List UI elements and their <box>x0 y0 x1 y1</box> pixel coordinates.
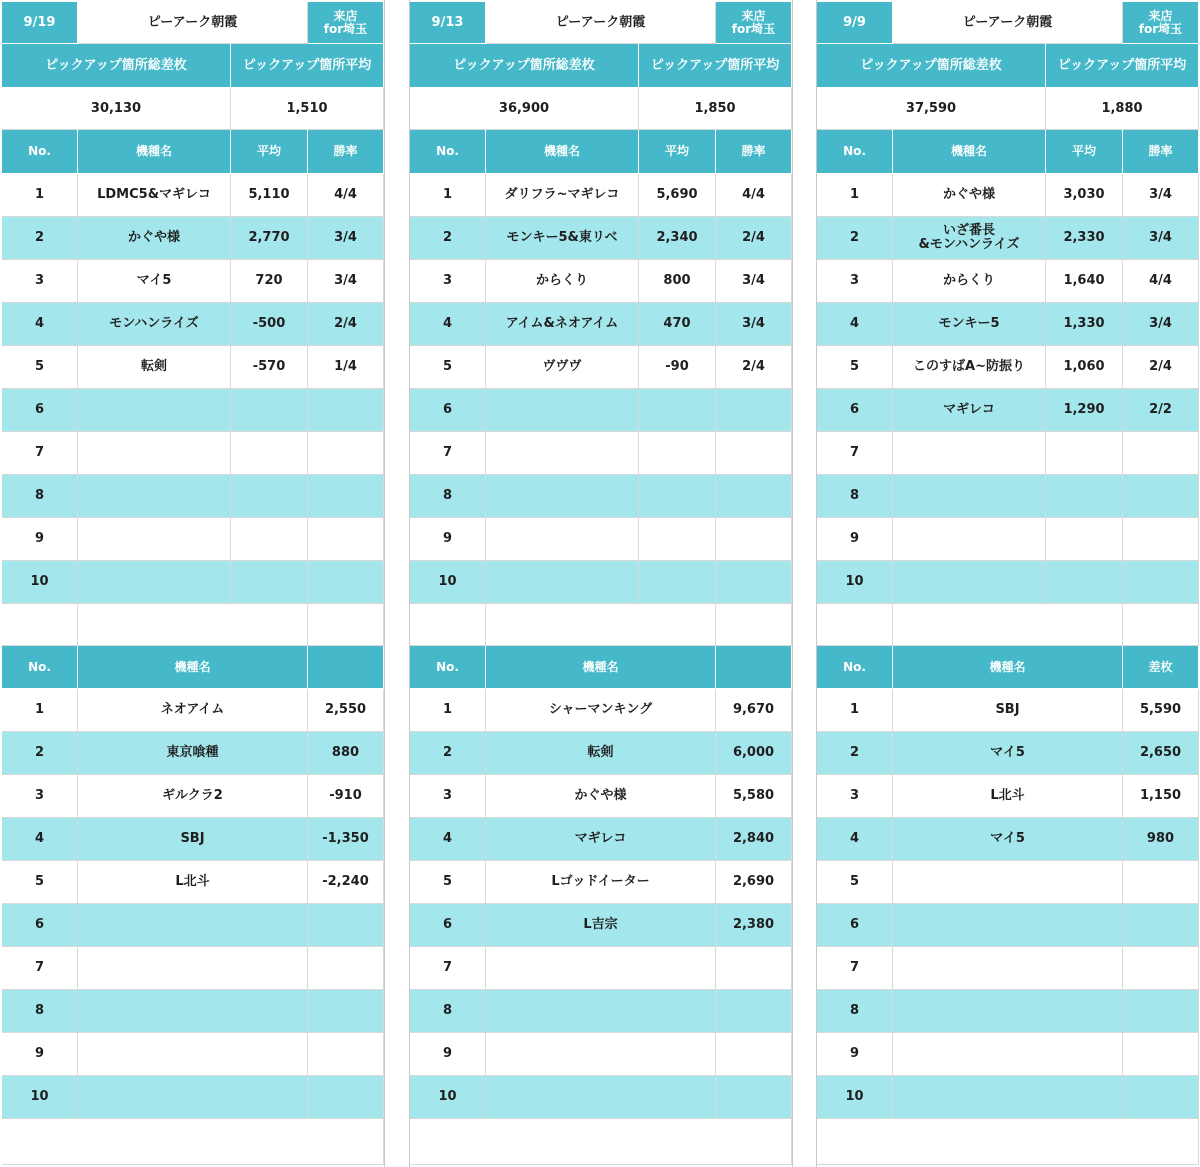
pickup-total-header: ピックアップ箇所総差枚 <box>2 44 231 88</box>
average-value: -570 <box>231 346 308 389</box>
pickup-average-value: 1,850 <box>639 88 792 130</box>
spacer-cell <box>78 604 308 646</box>
diff-value: 9,670 <box>716 689 792 732</box>
win-rate <box>716 561 792 604</box>
machine-name: 転剣 <box>486 732 716 775</box>
row-number: 7 <box>410 432 486 475</box>
machine-name: L吉宗 <box>486 904 716 947</box>
average-header: 平均 <box>231 130 308 174</box>
row-number: 3 <box>2 260 78 303</box>
win-rate: 3/4 <box>308 217 384 260</box>
average-value <box>639 518 716 561</box>
row-number: 4 <box>817 303 893 346</box>
average-header: 平均 <box>639 130 716 174</box>
machine-name <box>893 904 1123 947</box>
average-value: 2,330 <box>1046 217 1123 260</box>
win-rate: 3/4 <box>716 303 792 346</box>
pickup-total-value: 37,590 <box>817 88 1046 130</box>
diff-value: 1,150 <box>1123 775 1199 818</box>
gutter-line <box>792 0 793 1167</box>
win-rate <box>716 475 792 518</box>
diff-value: 980 <box>1123 818 1199 861</box>
average-value: 2,770 <box>231 217 308 260</box>
machine-name: 東京喰種 <box>78 732 308 775</box>
machine-name: L北斗 <box>893 775 1123 818</box>
machine-name <box>78 518 231 561</box>
win-rate <box>308 475 384 518</box>
average-value: -500 <box>231 303 308 346</box>
row-number: 9 <box>410 1033 486 1076</box>
pickup-total-header: ピックアップ箇所総差枚 <box>410 44 639 88</box>
row-number: 2 <box>410 217 486 260</box>
win-rate: 2/2 <box>1123 389 1199 432</box>
win-rate <box>716 389 792 432</box>
visit-badge-line2: for埼玉 <box>731 21 776 36</box>
diff-value: 2,550 <box>308 689 384 732</box>
report-panel <box>2 0 384 1167</box>
average-value <box>639 561 716 604</box>
diff-header <box>308 646 384 689</box>
shop-name: ピーアーク朝霞 <box>78 2 308 44</box>
average-value <box>231 432 308 475</box>
average-value <box>1046 561 1123 604</box>
win-rate <box>308 561 384 604</box>
machine-name: かぐや様 <box>78 217 231 260</box>
machine-name: からくり <box>486 260 639 303</box>
shop-name: ピーアーク朝霞 <box>893 2 1123 44</box>
machine-name: マイ5 <box>893 818 1123 861</box>
win-rate <box>308 518 384 561</box>
machine-name: いざ番長 &モンハンライズ <box>893 217 1046 260</box>
spacer-cell <box>893 604 1123 646</box>
average-value <box>639 432 716 475</box>
pickup-average-header: ピックアップ箇所平均 <box>1046 44 1199 88</box>
machine-name <box>78 475 231 518</box>
machine-name <box>893 1076 1123 1119</box>
diff-value <box>1123 861 1199 904</box>
row-number: 10 <box>2 561 78 604</box>
average-value: 800 <box>639 260 716 303</box>
win-rate: 2/4 <box>716 217 792 260</box>
no-header: No. <box>2 646 78 689</box>
row-number: 3 <box>410 775 486 818</box>
pickup-average-header: ピックアップ箇所平均 <box>231 44 384 88</box>
machine-name: からくり <box>893 260 1046 303</box>
diff-value: 880 <box>308 732 384 775</box>
visit-badge-line2: for埼玉 <box>323 21 368 36</box>
row-number: 2 <box>2 217 78 260</box>
row-number: 6 <box>2 904 78 947</box>
shop-name: ピーアーク朝霞 <box>486 2 716 44</box>
diff-value: 2,840 <box>716 818 792 861</box>
row-number: 10 <box>817 1076 893 1119</box>
row-number: 2 <box>410 732 486 775</box>
average-value: 2,340 <box>639 217 716 260</box>
machine-name: 転剣 <box>78 346 231 389</box>
footer-empty <box>2 1119 384 1165</box>
diff-value: 2,690 <box>716 861 792 904</box>
machine-name <box>78 947 308 990</box>
average-value <box>1046 518 1123 561</box>
average-value: 1,060 <box>1046 346 1123 389</box>
machine-name <box>78 1033 308 1076</box>
machine-name <box>78 990 308 1033</box>
machine-header: 機種名 <box>893 130 1046 174</box>
no-header: No. <box>410 130 486 174</box>
machine-name: ダリフラ~マギレコ <box>486 174 639 217</box>
win-rate: 4/4 <box>1123 260 1199 303</box>
machine-name: SBJ <box>893 689 1123 732</box>
row-number: 9 <box>410 518 486 561</box>
row-number: 5 <box>817 861 893 904</box>
machine-name: かぐや様 <box>486 775 716 818</box>
average-value: 470 <box>639 303 716 346</box>
machine-name <box>893 1033 1123 1076</box>
row-number: 3 <box>410 260 486 303</box>
row-number: 7 <box>2 947 78 990</box>
row-number: 1 <box>2 174 78 217</box>
machine-header: 機種名 <box>893 646 1123 689</box>
row-number: 9 <box>817 1033 893 1076</box>
win-rate: 4/4 <box>308 174 384 217</box>
row-number: 6 <box>410 904 486 947</box>
average-value: 1,290 <box>1046 389 1123 432</box>
diff-header: 差枚 <box>1123 646 1199 689</box>
row-number: 3 <box>817 775 893 818</box>
no-header: No. <box>410 646 486 689</box>
machine-name: LDMC5&マギレコ <box>78 174 231 217</box>
machine-name: モンキー5&東リベ <box>486 217 639 260</box>
row-number: 8 <box>2 475 78 518</box>
machine-name <box>893 518 1046 561</box>
win-rate: 2/4 <box>1123 346 1199 389</box>
no-header: No. <box>2 130 78 174</box>
machine-name <box>486 475 639 518</box>
win-rate: 3/4 <box>716 260 792 303</box>
row-number: 4 <box>817 818 893 861</box>
row-number: 4 <box>2 303 78 346</box>
row-number: 5 <box>410 861 486 904</box>
row-number: 10 <box>817 561 893 604</box>
panel-gutter <box>384 0 410 1167</box>
win-rate <box>1123 432 1199 475</box>
row-number: 1 <box>817 174 893 217</box>
date-label: 9/9 <box>817 2 893 44</box>
diff-value <box>716 947 792 990</box>
pickup-total-value: 30,130 <box>2 88 231 130</box>
row-number: 5 <box>817 346 893 389</box>
average-value: 5,690 <box>639 174 716 217</box>
pickup-average-header: ピックアップ箇所平均 <box>639 44 792 88</box>
row-number: 8 <box>410 990 486 1033</box>
gutter-line <box>384 0 385 1167</box>
machine-header: 機種名 <box>78 646 308 689</box>
row-number: 2 <box>817 217 893 260</box>
machine-header: 機種名 <box>78 130 231 174</box>
diff-value: 6,000 <box>716 732 792 775</box>
row-number: 9 <box>2 1033 78 1076</box>
machine-name: マイ5 <box>893 732 1123 775</box>
average-value: -90 <box>639 346 716 389</box>
diff-value: -1,350 <box>308 818 384 861</box>
machine-name: モンキー5 <box>893 303 1046 346</box>
row-number: 9 <box>817 518 893 561</box>
report-panel <box>817 0 1199 1167</box>
diff-value <box>308 947 384 990</box>
pickup-total-value: 36,900 <box>410 88 639 130</box>
win-rate: 3/4 <box>308 260 384 303</box>
win-rate: 2/4 <box>308 303 384 346</box>
diff-value <box>308 1076 384 1119</box>
pickup-average-value: 1,880 <box>1046 88 1199 130</box>
average-value <box>639 389 716 432</box>
machine-name <box>486 561 639 604</box>
pickup-average-value: 1,510 <box>231 88 384 130</box>
diff-value: 5,590 <box>1123 689 1199 732</box>
machine-name: このすばA~防振り <box>893 346 1046 389</box>
visit-badge-line2: for埼玉 <box>1138 21 1183 36</box>
winrate-header: 勝率 <box>1123 130 1199 174</box>
row-number: 2 <box>817 732 893 775</box>
win-rate <box>1123 475 1199 518</box>
average-value <box>231 561 308 604</box>
machine-name: マギレコ <box>893 389 1046 432</box>
row-number: 4 <box>410 818 486 861</box>
diff-value: -910 <box>308 775 384 818</box>
row-number: 6 <box>817 389 893 432</box>
spacer-cell <box>308 604 384 646</box>
machine-name <box>486 990 716 1033</box>
row-number: 8 <box>410 475 486 518</box>
row-number: 6 <box>410 389 486 432</box>
row-number: 4 <box>2 818 78 861</box>
average-value <box>231 389 308 432</box>
row-number: 1 <box>410 689 486 732</box>
win-rate <box>716 432 792 475</box>
row-number: 6 <box>2 389 78 432</box>
spacer-cell <box>2 604 78 646</box>
row-number: 5 <box>2 346 78 389</box>
average-value: 1,640 <box>1046 260 1123 303</box>
machine-name <box>486 518 639 561</box>
average-value: 720 <box>231 260 308 303</box>
diff-value <box>1123 1033 1199 1076</box>
diff-value <box>1123 1076 1199 1119</box>
diff-value: -2,240 <box>308 861 384 904</box>
spacer-cell <box>716 604 792 646</box>
diff-value <box>1123 947 1199 990</box>
machine-name <box>893 432 1046 475</box>
win-rate: 3/4 <box>1123 174 1199 217</box>
machine-name <box>893 561 1046 604</box>
footer-empty <box>817 1119 1199 1165</box>
no-header: No. <box>817 646 893 689</box>
row-number: 7 <box>2 432 78 475</box>
row-number: 10 <box>410 561 486 604</box>
machine-name: アイム&ネオアイム <box>486 303 639 346</box>
date-label: 9/13 <box>410 2 486 44</box>
footer-empty <box>410 1119 792 1165</box>
date-label: 9/19 <box>2 2 78 44</box>
machine-name <box>78 432 231 475</box>
diff-value <box>716 1076 792 1119</box>
diff-value <box>716 1033 792 1076</box>
machine-name <box>486 1033 716 1076</box>
machine-name <box>486 947 716 990</box>
visit-badge-line1: 来店 <box>1148 8 1173 23</box>
row-number: 5 <box>2 861 78 904</box>
visit-badge <box>716 2 792 44</box>
machine-name: マギレコ <box>486 818 716 861</box>
win-rate <box>716 518 792 561</box>
machine-name <box>78 1076 308 1119</box>
average-value <box>639 475 716 518</box>
row-number: 10 <box>2 1076 78 1119</box>
win-rate <box>1123 561 1199 604</box>
average-value: 3,030 <box>1046 174 1123 217</box>
winrate-header: 勝率 <box>308 130 384 174</box>
spacer-cell <box>486 604 716 646</box>
machine-name: マイ5 <box>78 260 231 303</box>
spacer-cell <box>817 604 893 646</box>
machine-header: 機種名 <box>486 646 716 689</box>
machine-name: モンハンライズ <box>78 303 231 346</box>
row-number: 8 <box>2 990 78 1033</box>
row-number: 4 <box>410 303 486 346</box>
winrate-header: 勝率 <box>716 130 792 174</box>
row-number: 8 <box>817 990 893 1033</box>
average-value: 5,110 <box>231 174 308 217</box>
diff-value: 2,650 <box>1123 732 1199 775</box>
machine-name <box>893 475 1046 518</box>
diff-header <box>716 646 792 689</box>
machine-name: Lゴッドイーター <box>486 861 716 904</box>
row-number: 10 <box>410 1076 486 1119</box>
row-number: 2 <box>2 732 78 775</box>
win-rate: 1/4 <box>308 346 384 389</box>
row-number: 9 <box>2 518 78 561</box>
visit-badge <box>1123 2 1199 44</box>
machine-name <box>486 389 639 432</box>
machine-name <box>486 432 639 475</box>
diff-value <box>1123 904 1199 947</box>
visit-badge-line1: 来店 <box>333 8 358 23</box>
average-value <box>231 518 308 561</box>
diff-value <box>308 904 384 947</box>
row-number: 3 <box>817 260 893 303</box>
win-rate <box>308 389 384 432</box>
machine-header: 機種名 <box>486 130 639 174</box>
average-value <box>1046 432 1123 475</box>
row-number: 1 <box>2 689 78 732</box>
row-number: 1 <box>817 689 893 732</box>
machine-name: ギルクラ2 <box>78 775 308 818</box>
machine-name: シャーマンキング <box>486 689 716 732</box>
average-header: 平均 <box>1046 130 1123 174</box>
machine-name <box>78 904 308 947</box>
visit-badge <box>308 2 384 44</box>
machine-name: SBJ <box>78 818 308 861</box>
report-panel <box>410 0 792 1167</box>
row-number: 8 <box>817 475 893 518</box>
machine-name <box>78 561 231 604</box>
machine-name <box>893 947 1123 990</box>
panel-gutter <box>792 0 817 1167</box>
visit-badge-line1: 来店 <box>741 8 766 23</box>
win-rate <box>1123 518 1199 561</box>
win-rate: 3/4 <box>1123 303 1199 346</box>
row-number: 5 <box>410 346 486 389</box>
machine-name <box>78 389 231 432</box>
average-value <box>231 475 308 518</box>
average-value <box>1046 475 1123 518</box>
row-number: 7 <box>817 947 893 990</box>
row-number: 6 <box>817 904 893 947</box>
diff-value <box>308 990 384 1033</box>
diff-value <box>1123 990 1199 1033</box>
spacer-cell <box>410 604 486 646</box>
no-header: No. <box>817 130 893 174</box>
machine-name <box>486 1076 716 1119</box>
machine-name <box>893 861 1123 904</box>
diff-value: 5,580 <box>716 775 792 818</box>
diff-value <box>716 990 792 1033</box>
win-rate: 4/4 <box>716 174 792 217</box>
machine-name: L北斗 <box>78 861 308 904</box>
win-rate: 2/4 <box>716 346 792 389</box>
row-number: 1 <box>410 174 486 217</box>
average-value: 1,330 <box>1046 303 1123 346</box>
win-rate: 3/4 <box>1123 217 1199 260</box>
machine-name: ヴヴヴ <box>486 346 639 389</box>
machine-name: ネオアイム <box>78 689 308 732</box>
diff-value <box>308 1033 384 1076</box>
row-number: 7 <box>817 432 893 475</box>
spacer-cell <box>1123 604 1199 646</box>
machine-name <box>893 990 1123 1033</box>
pickup-total-header: ピックアップ箇所総差枚 <box>817 44 1046 88</box>
win-rate <box>308 432 384 475</box>
diff-value: 2,380 <box>716 904 792 947</box>
machine-name: かぐや様 <box>893 174 1046 217</box>
row-number: 3 <box>2 775 78 818</box>
row-number: 7 <box>410 947 486 990</box>
